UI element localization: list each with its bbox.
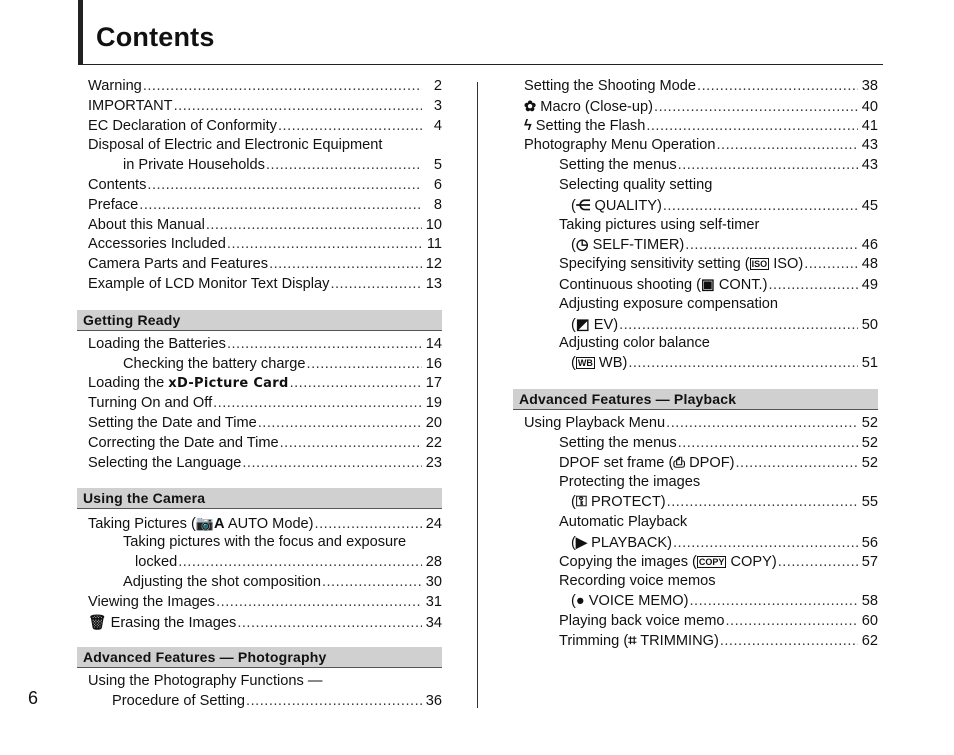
label-text: Loading the — [88, 375, 165, 392]
quality-icon: ⋲ — [575, 197, 591, 214]
toc-entry-label — [123, 534, 406, 550]
toc-page-number: 12 — [425, 256, 442, 273]
toc-entry-label — [88, 514, 314, 532]
flash-icon: ϟ — [524, 117, 532, 134]
toc-entry[interactable] — [524, 435, 878, 455]
toc-entry-label — [123, 574, 321, 590]
toc-page-number: 40 — [861, 98, 878, 115]
leader-dots — [720, 633, 858, 649]
toc-entry[interactable] — [524, 316, 878, 336]
toc-entry-label — [88, 118, 277, 134]
toc-entry[interactable] — [524, 593, 878, 613]
toc-page-number: 23 — [425, 454, 442, 471]
toc-entry-label — [571, 355, 627, 371]
leader-dots — [666, 415, 858, 431]
toc-entry-label — [524, 78, 696, 94]
label-text: Accessories Included — [88, 236, 226, 253]
label-text: About this Manual — [88, 216, 205, 233]
toc-page-number: 20 — [425, 414, 442, 431]
label-text-tail: WB) — [594, 355, 628, 372]
toc-page-number: 43 — [861, 137, 878, 154]
page-title: Contents — [96, 22, 215, 52]
toc-entry-label — [88, 435, 279, 451]
toc-entry-label — [88, 78, 142, 94]
label-text: Automatic Playback — [559, 513, 688, 530]
toc-page-number: 11 — [426, 236, 442, 253]
toc-page-number: 55 — [861, 494, 878, 511]
toc-entry[interactable] — [88, 256, 442, 276]
label-text-tail: COPY) — [726, 553, 777, 570]
label-text-tail: VOICE MEMO) — [584, 593, 689, 610]
label-text: Using the Photography Functions — — [88, 673, 323, 690]
leader-dots — [736, 455, 859, 471]
label-text: Trimming ( — [559, 632, 629, 649]
leader-dots — [685, 237, 858, 253]
toc-entry[interactable] — [88, 217, 442, 237]
toc-entry-label — [123, 356, 306, 372]
toc-page-number: 31 — [425, 593, 442, 610]
label-text: ( — [571, 593, 576, 610]
leader-dots — [258, 415, 422, 431]
toc-entry[interactable] — [88, 594, 442, 614]
toc-page-number: 48 — [861, 256, 878, 273]
label-text: Example of LCD Monitor Text Display — [88, 275, 330, 292]
toc-page-number: 49 — [861, 276, 878, 293]
toc-entry[interactable] — [524, 415, 878, 435]
leader-dots — [278, 118, 422, 134]
toc-entry[interactable] — [88, 276, 442, 296]
toc-entry[interactable] — [88, 534, 442, 554]
toc-page-number: 2 — [433, 78, 442, 94]
toc-entry[interactable] — [524, 613, 878, 633]
leader-dots — [242, 455, 422, 471]
toc-page-number: 28 — [425, 553, 442, 570]
toc-entry[interactable] — [524, 118, 878, 138]
toc-entry[interactable] — [88, 98, 442, 118]
label-text: ( — [571, 355, 576, 372]
iso-icon: ISO — [751, 259, 768, 270]
toc-entry-label — [559, 514, 687, 530]
cont-icon: ▣ — [700, 276, 715, 293]
label-text-tail: SELF-TIMER) — [588, 237, 685, 254]
leader-dots — [213, 395, 422, 411]
label-text-tail: TRIMMING) — [636, 632, 719, 649]
toc-entry[interactable] — [88, 236, 442, 256]
trimming-icon: ⌗ — [628, 632, 637, 649]
toc-entry[interactable] — [524, 335, 878, 355]
toc-page-number: 17 — [425, 375, 442, 392]
leader-dots — [778, 554, 858, 570]
label-text: Setting the menus — [559, 434, 677, 451]
toc-page-number: 62 — [861, 632, 878, 649]
label-text: Turning On and Off — [88, 395, 213, 412]
toc-page-number: 3 — [433, 97, 442, 114]
leader-dots — [697, 78, 858, 94]
toc-entry[interactable] — [88, 336, 442, 356]
label-text: Adjusting exposure compensation — [559, 295, 779, 312]
leader-dots — [147, 177, 422, 193]
toc-entry-label — [88, 217, 205, 233]
label-text: EC Declaration of Conformity — [88, 117, 277, 134]
toc-entry-label — [524, 98, 653, 115]
playback-icon: ▶ — [575, 534, 588, 551]
leader-dots — [673, 535, 858, 551]
leader-dots — [654, 99, 858, 115]
leader-dots — [237, 615, 422, 631]
ev-icon: ◩ — [575, 316, 590, 333]
toc-entry-label — [559, 613, 724, 629]
toc-entry-label — [571, 534, 672, 551]
toc-page-number: 14 — [425, 335, 442, 352]
toc-page-number: 51 — [861, 355, 878, 372]
toc-entry[interactable] — [524, 98, 878, 118]
toc-entry-label — [88, 276, 329, 292]
leader-dots — [678, 435, 858, 451]
toc-entry-label — [88, 395, 212, 411]
toc-entry-label — [88, 177, 146, 193]
toc-page-number: 50 — [861, 316, 878, 333]
toc-entry[interactable] — [88, 514, 442, 534]
toc-entry-label — [88, 594, 215, 610]
toc-entry-label — [88, 336, 226, 352]
toc-page-number: 43 — [861, 157, 878, 174]
toc-entry-label — [88, 673, 322, 689]
leader-dots — [678, 157, 858, 173]
toc-page-number: 52 — [861, 414, 878, 431]
label-text: Setting the Date and Time — [88, 414, 257, 431]
toc-entry-label — [559, 455, 735, 471]
section-header: Advanced Features — Playback — [513, 389, 878, 410]
label-text: ( — [571, 197, 576, 214]
toc-entry[interactable] — [524, 534, 878, 554]
toc-entry-label — [559, 256, 803, 272]
toc-page-number: 34 — [425, 615, 442, 632]
toc-entry[interactable] — [524, 177, 878, 197]
toc-entry-label — [88, 415, 257, 431]
toc-entry-label — [571, 593, 688, 609]
label-text: Disposal of Electric and Electronic Equipment — [88, 137, 383, 154]
label-text-tail: QUALITY) — [590, 197, 662, 214]
leader-dots — [768, 277, 858, 293]
toc-entry[interactable] — [524, 554, 878, 574]
label-text-tail: AUTO Mode) — [224, 516, 314, 533]
toc-entry-label — [524, 118, 645, 134]
leader-dots — [174, 98, 422, 114]
label-text: Specifying sensitivity setting ( — [559, 256, 750, 273]
toc-page-number: 56 — [861, 534, 878, 551]
leader-dots — [628, 355, 858, 371]
label-text: Correcting the Date and Time — [88, 434, 279, 451]
toc-page-number: 16 — [425, 355, 442, 372]
toc-entry[interactable] — [524, 355, 878, 375]
label-text: ( — [571, 534, 576, 551]
toc-entry[interactable] — [524, 494, 878, 514]
self-timer-icon: ◷ — [575, 237, 589, 254]
toc-page-number: 24 — [425, 516, 442, 533]
copy-icon: COPY — [698, 556, 725, 567]
spacer — [88, 633, 442, 647]
toc-entry-label — [559, 573, 716, 589]
spacer — [88, 474, 442, 488]
label-text: Procedure of Setting — [112, 692, 246, 709]
toc-entry-label — [559, 217, 759, 233]
leader-dots — [216, 594, 422, 610]
toc-entry[interactable] — [88, 435, 442, 455]
label-text: Warning — [88, 78, 142, 94]
leader-dots — [206, 217, 422, 233]
toc-entry[interactable] — [524, 137, 878, 157]
leader-dots — [266, 157, 422, 173]
toc-entry-label — [135, 554, 177, 570]
toc-entry[interactable] — [88, 375, 442, 395]
toc-entry[interactable] — [88, 574, 442, 594]
label-text: Erasing the Images — [106, 615, 237, 632]
toc-page-number: 6 — [433, 176, 442, 193]
toc-entry[interactable] — [88, 137, 442, 157]
toc-page-number: 5 — [433, 157, 442, 174]
leader-dots — [139, 197, 422, 213]
leader-dots — [804, 256, 858, 272]
toc-entry-label — [524, 415, 665, 431]
label-text: Adjusting the shot composition — [123, 573, 321, 590]
leader-dots — [689, 593, 858, 609]
toc-page-number: 45 — [861, 197, 878, 214]
label-text: Selecting the Language — [88, 454, 242, 471]
toc-entry[interactable] — [88, 554, 442, 574]
leader-dots — [307, 356, 422, 372]
leader-dots — [663, 198, 858, 214]
leader-dots — [143, 78, 422, 94]
toc-entry-label — [559, 335, 710, 351]
leader-dots — [269, 256, 422, 272]
toc-page-number: 22 — [425, 434, 442, 451]
page-number: 6 — [28, 688, 39, 708]
toc-page-number: 41 — [861, 117, 878, 134]
label-text: Macro (Close-up) — [536, 98, 654, 115]
toc-entry[interactable] — [524, 633, 878, 653]
toc-entry-label — [571, 197, 662, 214]
toc-entry-label — [559, 276, 767, 293]
label-text: ( — [571, 494, 576, 511]
label-text: DPOF set frame ( — [559, 454, 674, 471]
leader-dots — [246, 693, 422, 709]
leader-dots — [646, 118, 858, 134]
spacer — [524, 375, 878, 389]
toc-page-number: 4 — [433, 117, 442, 134]
label-text-tail: PROTECT) — [586, 494, 666, 511]
toc-page-number: 30 — [425, 573, 442, 590]
leader-dots — [178, 554, 422, 570]
toc-entry[interactable] — [88, 197, 442, 217]
toc-entry[interactable] — [524, 573, 878, 593]
label-text: in Private Households — [123, 157, 265, 174]
toc-page-number: 46 — [861, 237, 878, 254]
toc-page-number: 13 — [425, 275, 442, 292]
protect-icon: ⚿ — [575, 494, 587, 511]
leader-dots — [322, 574, 422, 590]
label-text: Setting the Flash — [531, 117, 646, 134]
toc-entry-label — [559, 177, 712, 193]
toc-entry-label — [123, 157, 265, 173]
toc-entry-label — [88, 375, 289, 391]
toc-entry[interactable] — [88, 78, 442, 98]
label-text: Recording voice memos — [559, 573, 716, 590]
label-text-tail: PLAYBACK) — [587, 534, 672, 551]
toc-entry-label — [559, 633, 719, 649]
macro-icon: ✿ — [524, 98, 537, 115]
toc-entry[interactable] — [524, 217, 878, 237]
toc-page-number: 38 — [861, 78, 878, 94]
leader-dots — [280, 435, 422, 451]
toc-entry[interactable] — [88, 673, 442, 693]
label-text: ( — [571, 237, 576, 254]
leader-dots — [619, 317, 858, 333]
toc-entry[interactable] — [524, 514, 878, 534]
leader-dots — [315, 516, 422, 532]
label-text: locked — [135, 553, 178, 570]
toc-entry[interactable] — [88, 693, 442, 713]
label-text: ( — [571, 316, 576, 333]
toc-entry-label — [571, 494, 666, 510]
toc-page-number: 36 — [425, 692, 442, 709]
toc-entry[interactable] — [88, 356, 442, 376]
toc-entry[interactable] — [88, 455, 442, 475]
toc-entry-label — [112, 693, 245, 709]
toc-entry-label — [559, 157, 677, 173]
toc-entry[interactable] — [524, 455, 878, 475]
leader-dots — [227, 336, 422, 352]
toc-entry[interactable] — [88, 177, 442, 197]
label-text: IMPORTANT — [88, 97, 173, 114]
toc-entry-label — [88, 256, 268, 272]
toc-entry-label — [88, 613, 236, 631]
toc-entry-label — [571, 316, 618, 333]
leader-dots — [716, 137, 858, 153]
toc-entry-label — [88, 197, 138, 213]
toc-right-column — [519, 78, 878, 653]
toc-entry[interactable] — [88, 613, 442, 633]
dpof-icon: ⎙ — [673, 454, 686, 471]
label-text: Adjusting color balance — [559, 335, 710, 352]
label-text: Viewing the Images — [88, 593, 216, 610]
label-text: Checking the battery charge — [123, 355, 306, 372]
label-text-tail: DPOF) — [685, 454, 735, 471]
toc-page-number: 58 — [861, 593, 878, 610]
camera-auto-icon: 📷A — [195, 516, 225, 533]
toc-entry[interactable] — [524, 256, 878, 276]
spacer — [88, 296, 442, 310]
label-text-tail: xD-Picture Card — [168, 376, 289, 392]
toc-entry-label — [88, 98, 173, 114]
toc-entry-label — [559, 554, 777, 570]
toc-entry[interactable] — [88, 157, 442, 177]
label-text: Selecting quality setting — [559, 176, 713, 193]
leader-dots — [290, 375, 422, 391]
section-header: Advanced Features — Photography — [77, 647, 442, 668]
label-text: Preface — [88, 196, 139, 213]
toc-entry[interactable] — [88, 118, 442, 138]
leader-dots — [725, 613, 858, 629]
leader-dots — [667, 494, 858, 510]
toc-entry[interactable] — [524, 197, 878, 217]
label-text: Taking pictures with the focus and exposure — [123, 534, 407, 551]
toc-page-number: 19 — [425, 395, 442, 412]
toc-entry[interactable] — [88, 415, 442, 435]
label-text: Taking Pictures ( — [88, 516, 196, 533]
label-text: Playing back voice memo — [559, 612, 725, 629]
label-text: Setting the Shooting Mode — [524, 78, 697, 94]
toc-entry-label — [559, 474, 700, 490]
label-text: Copying the images ( — [559, 553, 697, 570]
label-text: Setting the menus — [559, 157, 677, 174]
toc-page-number: 52 — [861, 434, 878, 451]
label-text: Loading the Batteries — [88, 335, 226, 352]
column-divider — [477, 82, 478, 708]
toc-page-number: 57 — [861, 553, 878, 570]
label-text: Using Playback Menu — [524, 414, 666, 431]
section-header: Using the Camera — [77, 488, 442, 509]
trash-icon: 🗑 — [88, 615, 107, 632]
toc-entry[interactable] — [88, 395, 442, 415]
label-text: Photography Menu Operation — [524, 137, 716, 154]
toc-entry[interactable] — [524, 276, 878, 296]
label-text-tail: CONT.) — [714, 276, 768, 293]
label-text: Continuous shooting ( — [559, 276, 701, 293]
label-text: Contents — [88, 176, 147, 193]
toc-entry[interactable] — [524, 474, 878, 494]
toc-entry-label — [88, 137, 382, 153]
toc-entry-label — [88, 236, 226, 252]
label-text: Protecting the images — [559, 474, 701, 491]
title-bar — [78, 0, 883, 65]
toc-entry-label — [559, 435, 677, 451]
toc-entry-label — [524, 137, 715, 153]
section-header: Getting Ready — [77, 310, 442, 331]
label-text: Camera Parts and Features — [88, 256, 269, 273]
toc-entry[interactable] — [524, 78, 878, 98]
toc-entry-label — [88, 455, 241, 471]
voice-memo-icon: ● — [575, 593, 585, 610]
toc-entry-label — [571, 236, 684, 253]
leader-dots — [227, 236, 422, 252]
toc-page-number: 10 — [425, 216, 442, 233]
toc-page-number: 8 — [433, 196, 442, 213]
toc-left-column — [83, 78, 442, 713]
toc-entry[interactable] — [524, 236, 878, 256]
label-text: Taking pictures using self-timer — [559, 216, 760, 233]
toc-page-number: 52 — [861, 454, 878, 471]
label-text-tail: ISO) — [769, 256, 804, 273]
leader-dots — [330, 276, 422, 292]
toc-entry[interactable] — [524, 296, 878, 316]
label-text-tail: EV) — [589, 316, 619, 333]
wb-icon: WB — [577, 358, 593, 369]
toc-page-number: 60 — [861, 612, 878, 629]
toc-entry[interactable] — [524, 157, 878, 177]
toc-entry-label — [559, 296, 778, 312]
